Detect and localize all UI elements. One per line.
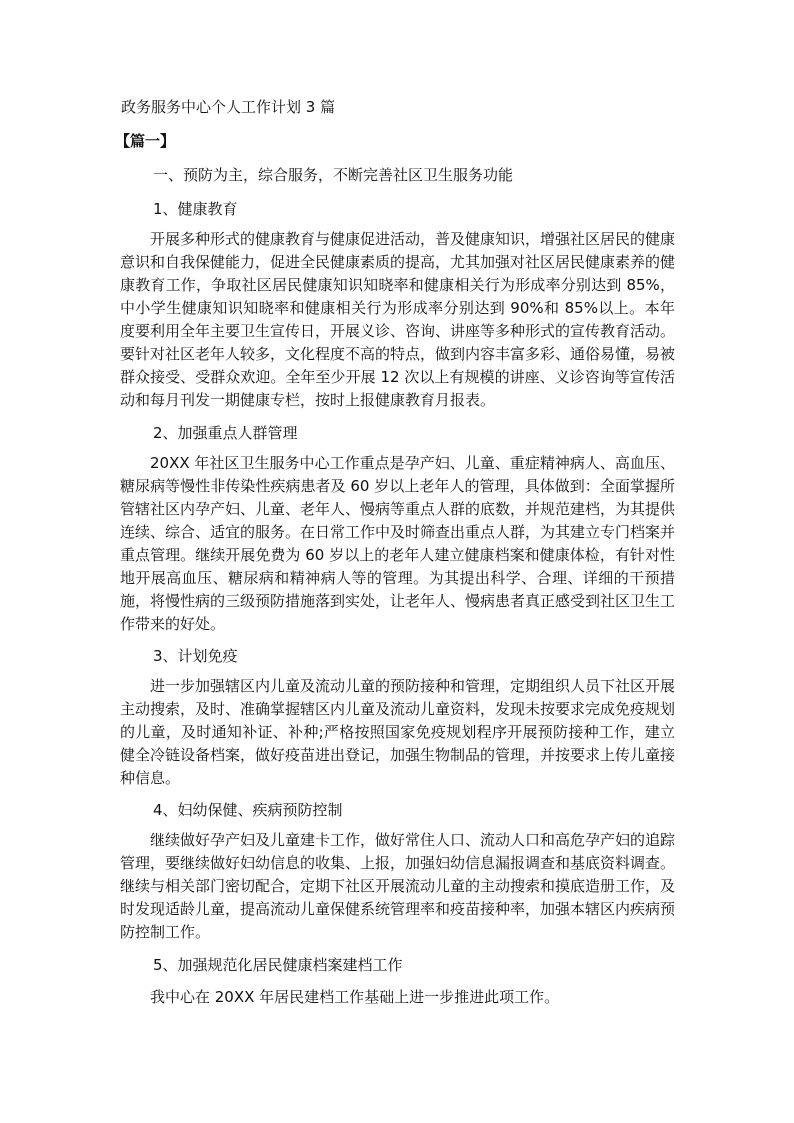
- section-2-body: 20XX 年社区卫生服务中心工作重点是孕产妇、儿童、重症精神病人、高血压、糖尿病等慢性非传染性疾病患者及 60 岁以上老年人的管理，具体做到：全面掌握所管辖社区内孕产妇、儿童、老年人、慢病等重点人群的底数，并规范建档，为其提供连续、综合、适宜的服务。在日常工作中及时筛查出重点人群，为其建立专门档案并重点管理。继续开展免费为 60 岁以上的老年人建立健康档案和健康体检，有针对性地开展高血压、糖尿病和精神病人等的管理。为其提出科学、合理、详细的干预措施，将慢性病的三级预防措施落到实处，让老年人、慢病患者真正感受到社区卫生工作带来的好处。: [120, 454, 676, 633]
- section-4-heading: 4、妇幼保健、疾病预防控制: [153, 801, 343, 819]
- section-1-body: 开展多种形式的健康教育与健康促进活动，普及健康知识，增强社区居民的健康意识和自我保健能力，促进全民健康素质的提高，尤其加强对社区居民健康素养的健康教育工作，争取社区居民健康知识知晓率和健康相关行为形成率分别达到 85%，中小学生健康知识知晓率和健康相关行为形成率分别达到 90%和 85%以上。本年度要利用全年主要卫生宣传日，开展义诊、咨询、讲座等多种形式的宣传教育活动。要针对社区老年人较多，文化程度不高的特点，做到内容丰富多彩、通俗易懂，易被群众接受、受群众欢迎。全年至少开展 12 次以上有规模的讲座、义诊咨询等宣传活动和每月刊发一期健康专栏，按时上报健康教育月报表。: [120, 230, 676, 409]
- section-3-heading: 3、计划免疫: [153, 647, 238, 665]
- section-4-body: 继续做好孕产妇及儿童建卡工作，做好常住人口、流动人口和高危孕产妇的追踪管理，要继续做好妇幼信息的收集、上报，加强妇幼信息漏报调查和基底资料调查。继续与相关部门密切配合，定期下社区开展流动儿童的主动搜索和摸底造册工作，及时发现适龄儿童，提高流动儿童保健系统管理率和疫苗接种率，加强本辖区内疾病预防控制工作。: [120, 831, 676, 941]
- section-marker: 【篇一】: [115, 132, 176, 150]
- main-heading: 一、预防为主，综合服务，不断完善社区卫生服务功能: [153, 166, 514, 184]
- section-3-body: 进一步加强辖区内儿童及流动儿童的预防接种和管理，定期组织人员下社区开展主动搜索，及时、准确掌握辖区内儿童及流动儿童资料，发现未按要求完成免疫规划的儿童，及时通知补证、补种;严格按照国家免疫规划程序开展预防接种工作，建立健全冷链设备档案，做好疫苗进出登记，加强生物制品的管理，并按要求上传儿童接种信息。: [120, 677, 676, 787]
- section-5-body: 我中心在 20XX 年居民建档工作基础上进一步推进此项工作。: [150, 988, 560, 1006]
- document-title: 政务服务中心个人工作计划 3 篇: [121, 98, 336, 116]
- section-2-heading: 2、加强重点人群管理: [153, 424, 298, 442]
- section-1-heading: 1、健康教育: [153, 200, 238, 218]
- section-5-heading: 5、加强规范化居民健康档案建档工作: [153, 956, 403, 974]
